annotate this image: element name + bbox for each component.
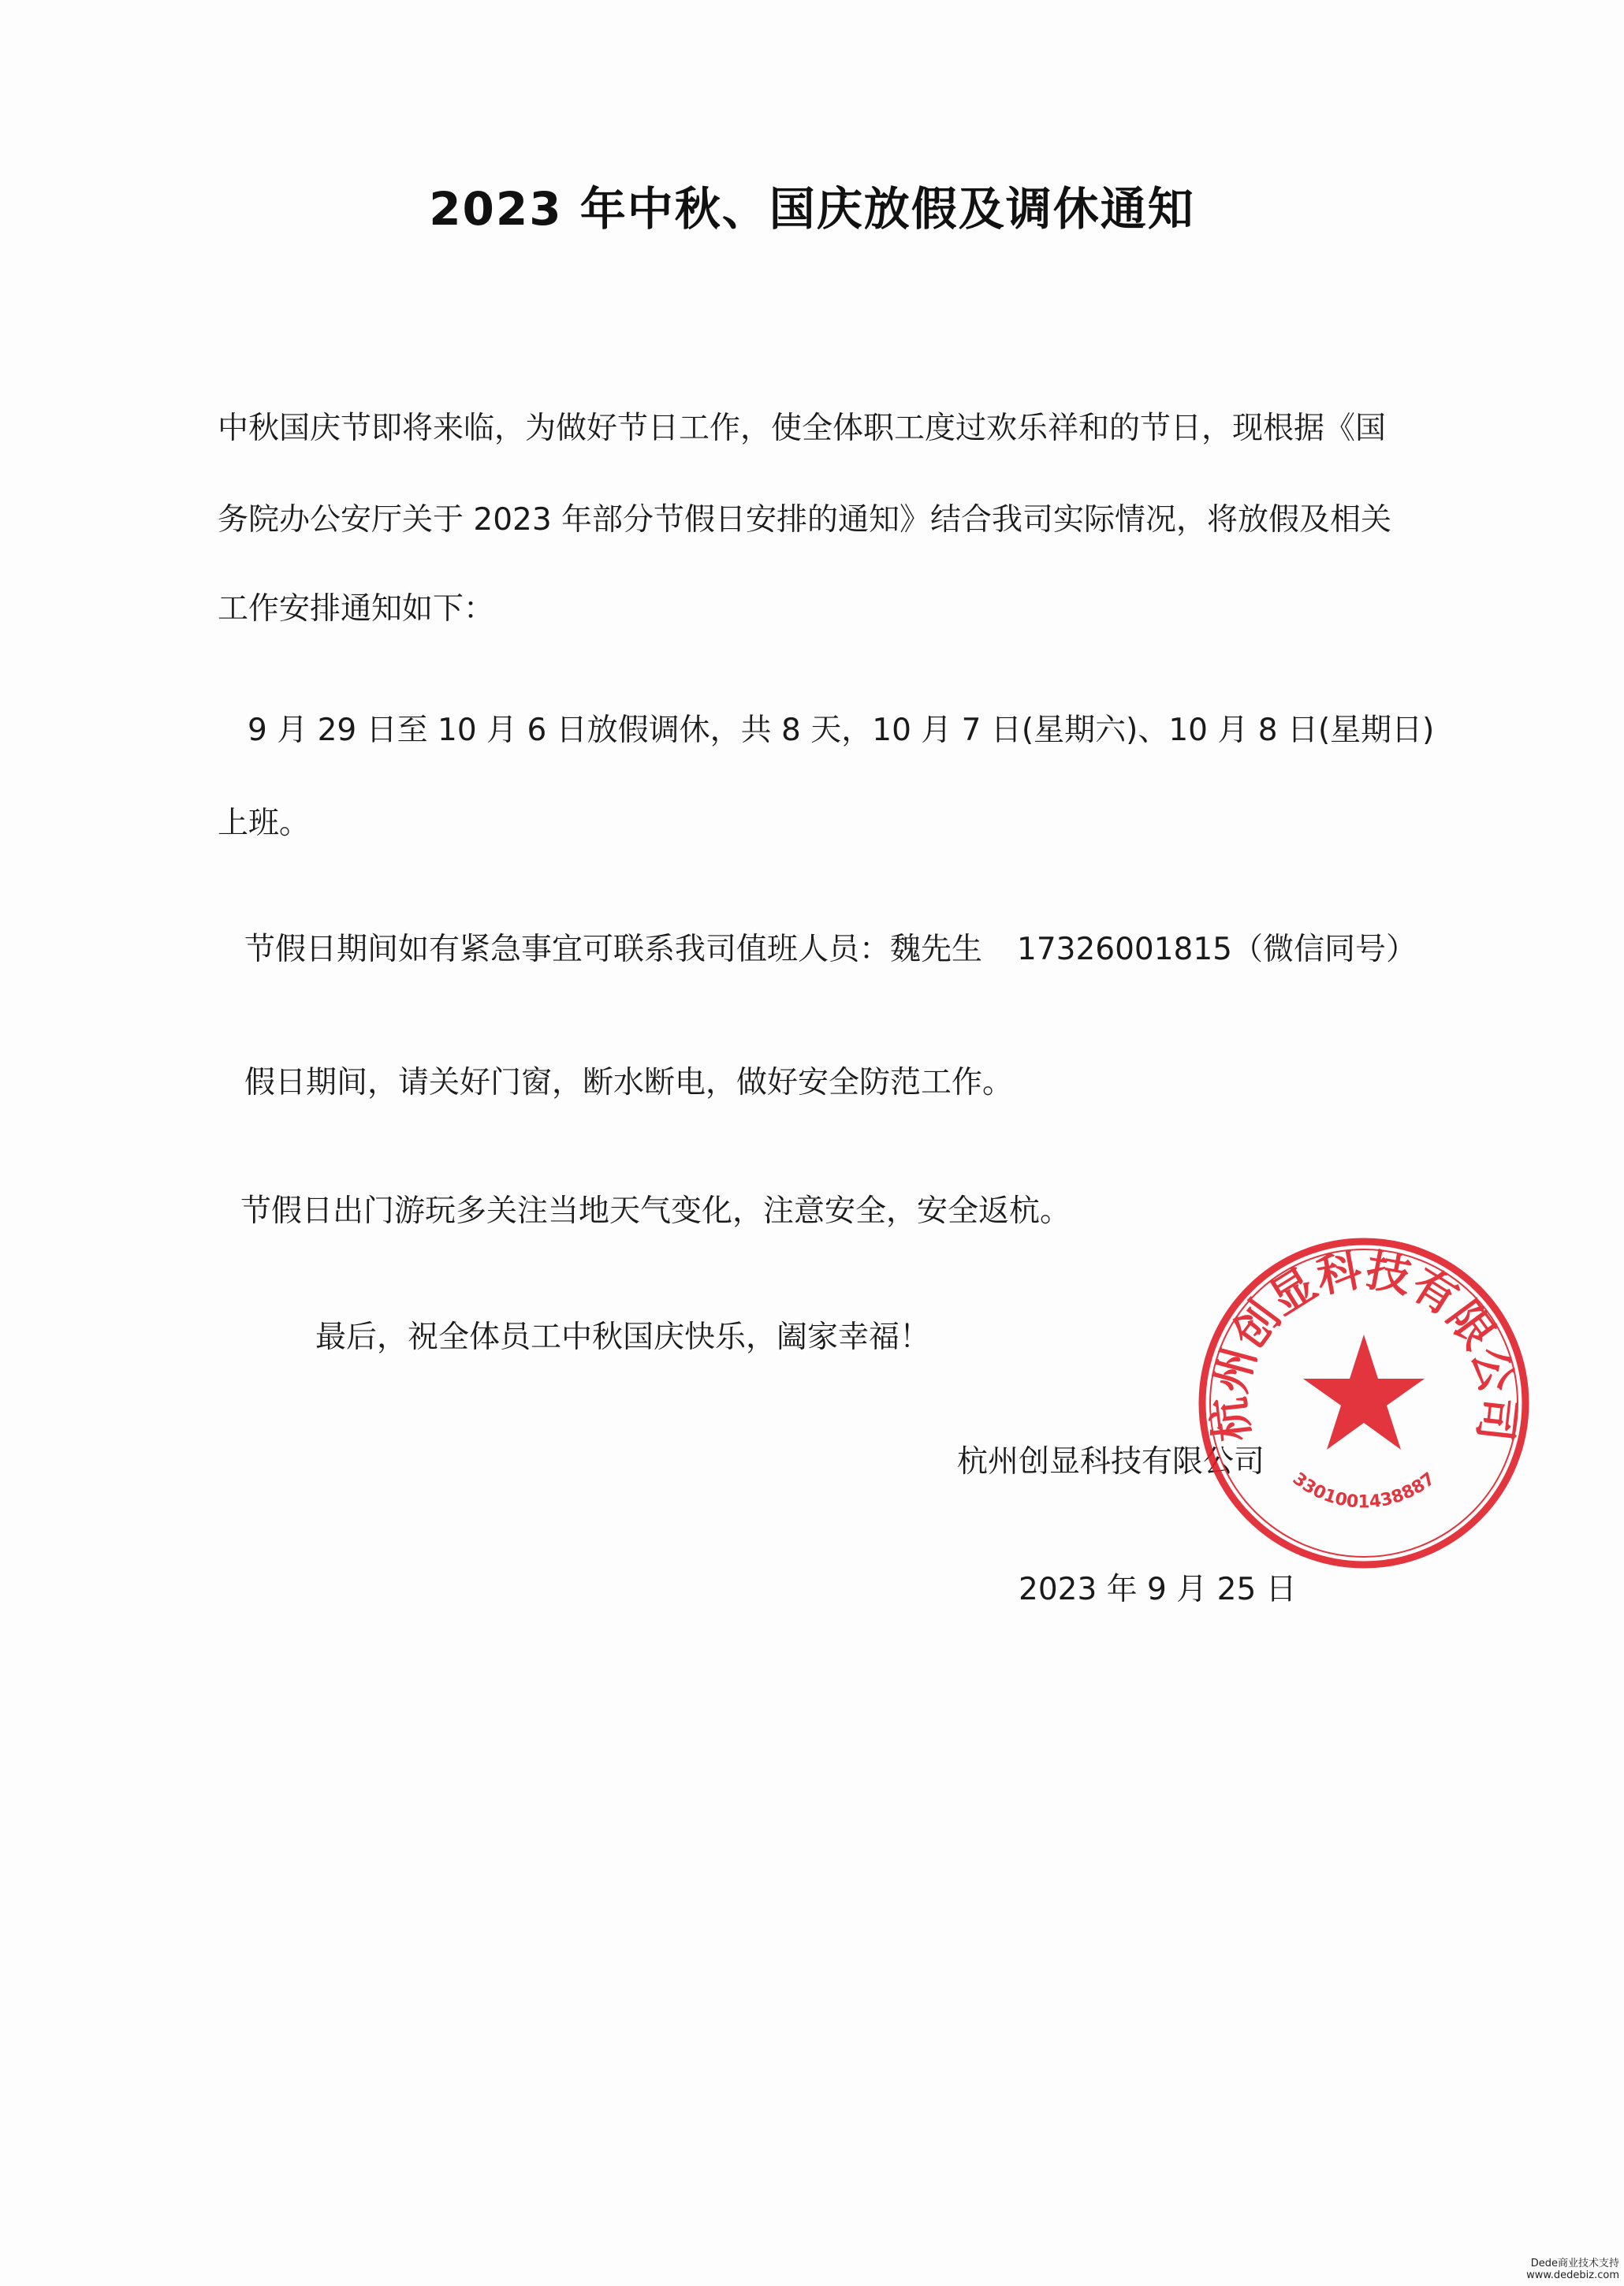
travel-paragraph: 节假日出门游玩多关注当地天气变化，注意安全，安全返杭。	[240, 1193, 1071, 1229]
safety-paragraph: 假日期间，请关好门窗，断水断电，做好安全防范工作。	[244, 1065, 1014, 1100]
intro-line-1: 中秋国庆节即将来临，为做好节日工作，使全体职工度过欢乐祥和的节日，现根据《国	[218, 411, 1387, 446]
contact-phone: 17326001815（微信同号）	[1017, 932, 1417, 967]
contact-text: 节假日期间如有紧急事宜可联系我司值班人员：魏先生	[244, 932, 983, 967]
footer-watermark	[1526, 2258, 1619, 2281]
contact-paragraph	[244, 925, 1417, 969]
holiday-line-2: 上班。	[218, 806, 311, 841]
notice-title: 2023 年中秋、国庆放假及调休通知	[429, 182, 1195, 236]
intro-line-3: 工作安排通知如下：	[218, 591, 495, 627]
company-seal	[1194, 1234, 1533, 1573]
footer-line-2: www.dedebiz.com	[1526, 2269, 1619, 2281]
intro-line-2: 务院办公安厅关于 2023 年部分节假日安排的通知》结合我司实际情况，将放假及相关	[218, 502, 1392, 538]
seal-text: 杭州创显科技有限公司	[1204, 1245, 1524, 1444]
seal-number: 3301001438887	[1288, 1469, 1440, 1513]
company-signature: 杭州创显科技有限公司	[957, 1444, 1265, 1480]
holiday-line-1: 9 月 29 日至 10 月 6 日放假调休，共 8 天，10 月 7 日(星期六)、10 月 8 日(星期日)	[248, 713, 1435, 748]
wishes-paragraph: 最后，祝全体员工中秋国庆快乐，阖家幸福！	[315, 1320, 931, 1355]
seal-stamp-icon	[1194, 1234, 1533, 1573]
svg-text:3301001438887	[1289, 1469, 1439, 1513]
footer-line-1: Dede商业技术支持	[1530, 2258, 1619, 2269]
signature-date: 2023 年 9 月 25 日	[1019, 1572, 1297, 1607]
